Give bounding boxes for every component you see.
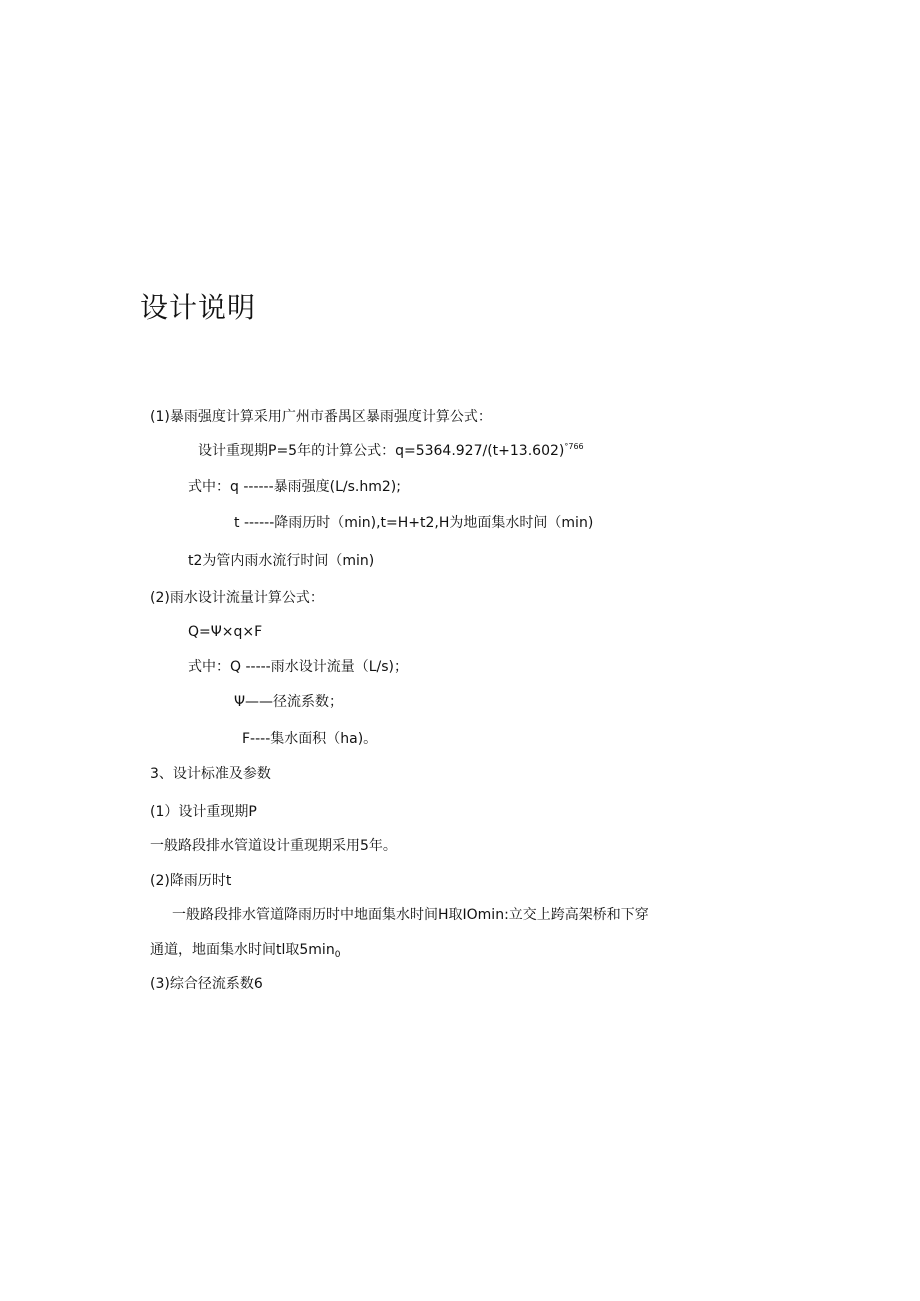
definition-line: F----集水面积（ha)。 [242, 731, 378, 747]
paragraph-text: 通道，地面集水时间tl取5min [150, 942, 335, 958]
formula-exponent: °766 [564, 442, 584, 451]
page-title: 设计说明 [140, 291, 257, 324]
subsection-heading: (2)降雨历时t [150, 873, 232, 889]
paragraph-subscript: 0 [334, 950, 341, 960]
paragraph-line [150, 941, 340, 959]
definition-line: t2为管内雨水流行时间（min) [188, 553, 375, 569]
formula-line [198, 442, 584, 460]
formula-text: 设计重现期P=5年的计算公式：q=5364.927∕(t+13.602) [198, 443, 565, 459]
paragraph-line: (1)暴雨强度计算采用广州市番禺区暴雨强度计算公式： [150, 409, 492, 425]
definition-line: t ------降雨历时（min),t=H+t2,H为地面集水时间（min) [234, 515, 594, 531]
subsection-heading: (3)综合径流系数6 [150, 976, 263, 992]
formula-line: Q=Ψ×q×F [188, 624, 263, 640]
section-heading: 3、设计标准及参数 [150, 766, 271, 782]
definition-line: 式中：Q -----雨水设计流量（L/s)； [188, 659, 409, 675]
paragraph-line: 一般路段排水管道设计重现期采用5年。 [150, 838, 397, 854]
paragraph-line: (2)雨水设计流量计算公式： [150, 590, 324, 606]
definition-line: Ψ——径流系数； [234, 694, 344, 710]
definition-line: 式中：q ------暴雨强度(L∕s.hm2); [188, 479, 401, 495]
paragraph-line: 一般路段排水管道降雨历时中地面集水时间H取IOmin:立交上跨高架桥和下穿 [172, 907, 649, 923]
subsection-heading: (1）设计重现期P [150, 804, 257, 820]
